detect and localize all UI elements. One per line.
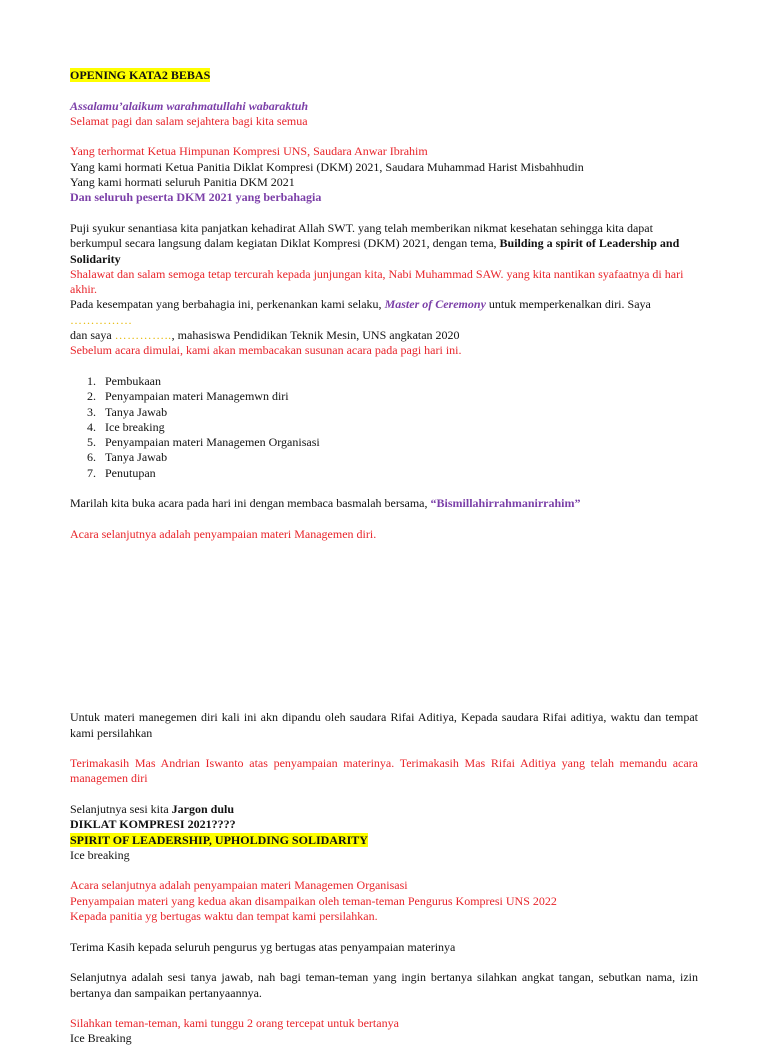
qa-paragraph: Selanjutnya adalah sesi tanya jawab, nah bagi teman-teman yang ingin bertanya silahkan angkat tangan, sebutkan nama, izin bertanya dan sampaikan pertanyaannya. — [70, 970, 698, 1000]
thanks-paragraph-1: Terimakasih Mas Andrian Iswanto atas penyampaian materinya. Terimakasih Mas Rifai Aditiya yang telah memandu acara managemen diri — [70, 756, 698, 786]
opening-paragraph — [70, 221, 698, 267]
agenda-item: 4. Ice breaking — [87, 419, 165, 434]
organisasi-line-2: Penyampaian materi yang kedua akan disampaikan oleh teman-teman Pengurus Kompresi UNS 2022 — [70, 893, 557, 908]
organisasi-line-1: Acara selanjutnya adalah penyampaian materi Managemen Organisasi — [70, 878, 408, 893]
jargon-line-2: DIKLAT KOMPRESI 2021???? — [70, 817, 236, 832]
thanks-paragraph-2: Terima Kasih kepada seluruh pengurus yg bertugas atas penyampaian materinya — [70, 939, 456, 954]
organisasi-line-3: Kepada panitia yg bertugas waktu dan tempat kami persilahkan. — [70, 909, 378, 924]
blank-name-1: …………… — [70, 312, 133, 327]
agenda-item: 5. Penyampaian materi Managemen Organisasi — [87, 435, 320, 450]
event-theme: Building a spirit of Leadership and Solidarity — [70, 236, 680, 266]
jargon-intro — [70, 802, 698, 817]
blank-name-2: ………….. — [114, 328, 172, 343]
document-title: OPENING KATA2 BEBAS — [70, 68, 211, 82]
agenda-item: 1. Pembukaan — [87, 373, 161, 388]
materi-diri-paragraph: Untuk materi manegemen diri kali ini akn dipandu oleh saudara Rifai Aditiya, Kepada saudara Rifai aditiya, waktu dan tempat kami persilahkan — [70, 710, 698, 740]
honorific-ketua-himpunan: Yang terhormat Ketua Himpunan Kompresi UNS, Saudara Anwar Ibrahim — [70, 144, 428, 159]
introduction-paragraph — [70, 297, 698, 343]
mc-role: Master of Ceremony — [384, 297, 486, 312]
basmalah-text: Marilah kita buka acara pada hari ini dengan membaca basmalah bersama, — [70, 496, 428, 511]
morning-greeting: Selamat pagi dan salam sejahtera bagi kita semua — [70, 113, 308, 128]
honorific-panitia: Yang kami hormati seluruh Panitia DKM 2021 — [70, 175, 295, 190]
agenda-intro: Sebelum acara dimulai, kami akan membacakan susunan acara pada pagi hari ini. — [70, 343, 462, 358]
agenda-item: 6. Tanya Jawab — [87, 450, 168, 465]
basmalah-paragraph — [70, 496, 698, 511]
jargon-intro-text: Selanjutnya sesi kita — [70, 801, 169, 816]
intro-text-c: dan saya — [70, 328, 112, 343]
qa-wait-text: Silahkan teman-teman, kami tunggu 2 orang tercepat untuk bertanya — [70, 1016, 399, 1031]
salam-greeting: Assalamu’alaikum warahmatullahi wabaraktuh — [70, 98, 309, 113]
honorific-ketua-panitia: Yang kami hormati Ketua Panitia Diklat Kompresi (DKM) 2021, Saudara Muhammad Harist Misbahhudin — [70, 159, 584, 174]
intro-text-b: untuk memperkenalkan diri. Saya — [488, 297, 651, 312]
agenda-item: 3. Tanya Jawab — [87, 404, 168, 419]
basmalah-quote: “Bismillahirrahmanirrahim” — [430, 496, 581, 511]
agenda-item: 7. Penutupan — [87, 465, 156, 480]
document-page — [70, 68, 698, 1047]
praise-text: Puji syukur senantiasa kita panjatkan kehadirat Allah SWT. yang telah memberikan nikmat kesehatan sehingga kita dapat berkumpul secara langsung dalam kegiatan Diklat Kompresi (DKM) 2021, dengan tema, — [70, 220, 653, 251]
shalawat-text: Shalawat dan salam semoga tetap tercurah kepada junjungan kita, Nabi Muhammad SAW. yang kita nantikan syafaatnya di hari akhir. — [70, 266, 684, 297]
next-session-diri: Acara selanjutnya adalah penyampaian materi Managemen diri. — [70, 526, 377, 541]
agenda-item: 2. Penyampaian materi Managemwn diri — [87, 389, 289, 404]
jargon-bold-text: Jargon dulu — [171, 801, 235, 816]
ice-breaking-1: Ice breaking — [70, 847, 130, 862]
honorific-peserta: Dan seluruh peserta DKM 2021 yang berbahagia — [70, 190, 322, 205]
intro-text-d: , mahasiswa Pendidikan Teknik Mesin, UNS angkatan 2020 — [171, 328, 460, 343]
jargon-line-3: SPIRIT OF LEADERSHIP, UPHOLDING SOLIDARITY — [70, 832, 368, 847]
ice-breaking-2: Ice Breaking — [70, 1031, 132, 1046]
agenda-list — [70, 374, 698, 481]
intro-text-a: Pada kesempatan yang berbahagia ini, perkenankan kami selaku, — [70, 297, 382, 312]
